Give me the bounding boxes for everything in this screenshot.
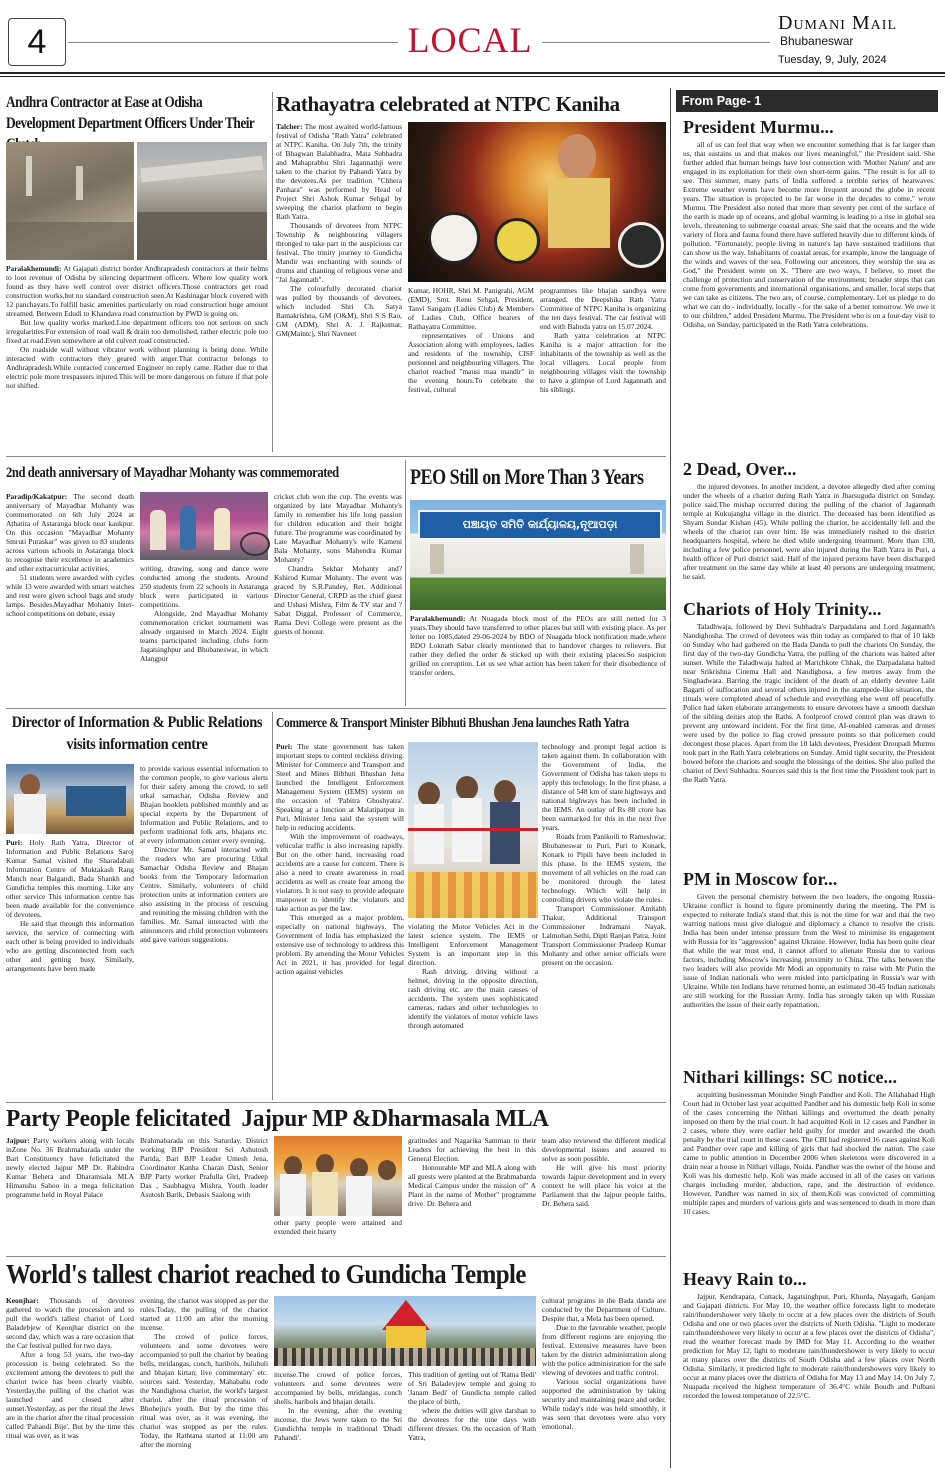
commerce-para-8: Transport Commissioner Amitabh Thakur, Additional Transport Commissioner Indramani Nayak, Lalmohan Sethi, Dipti Ranjan Patra, Joint Transport Commissioner Pradeep Kumar Mohanty and other senior officials were present on the occasion. — [542, 904, 666, 967]
peo-dateline: Paralakhemundi: — [410, 614, 466, 623]
issue-date: Tuesday, 9, July, 2024 — [778, 54, 887, 66]
peo-para-1: Paralakhemundi: At Nuagada block most of the PEOs are still netted for 3 years.They should have transferred to other places but still with existing place. As per letter no 1085,dated 29-06-2024 by BDO of Nuagada block notification made,where BDO Loknath Sabar clearly mentioned that to handover charges to relievers. But rather they defied the order & sticked up with their existing places.So suspicion grilled on corruption. Let us see what action has been taken for their disobedience of transfer orders. — [410, 614, 666, 677]
mayadhar-para-2: 51 students were awarded with cycles while 13 were awarded with smart watches and rest were given school bags and study lamps. Besides,Mayadhar Mohanty Inter-school competitions on debate, essay — [6, 573, 134, 618]
commerce-para-5: Rash driving, driving without a helmet, driving in the opposite direction, rash driving etc. are the main causes of accidents. The system uses sophisticated cameras, radars and other technologies to identify the violators of motor vehicle laws through automated — [408, 967, 538, 1030]
ntpc-dateline: Talcher: — [276, 122, 303, 131]
commerce-para-3: This emerged as a major problem, especially on national highways. The Government of India has emphasized the extensive use of technology to address this problem. By amending the Motor Vehicles Act in 2021, it has provided for legal action against vehicles — [276, 913, 404, 976]
director-dateline: Puri: — [6, 838, 23, 847]
mayadhar-para-5: cricket club won the cup. The events was organized by late Mayadhar Mohanty's family to remember his life long passion for children education and their bright future. The programme was coordinated by Late Mayadhar Mohanty's wife Kameni Bala Mohanty, sons Mahendra Kumar Mohanty? — [274, 492, 402, 564]
party-col-1 — [6, 1136, 134, 1254]
chariot-para-5: incense.The crowd of police forces, volunteers and some devotees were accompanied by bells, mridangas, conch shells, haribols and bhajan details. — [274, 1370, 402, 1406]
mayadhar-headline: 2nd death anniversary of Mayadhar Mohanty was commemorated — [6, 465, 339, 481]
party-para-3: other party people were attained and extended their hearty — [274, 1218, 402, 1236]
director-para-3: to provide various essential information to the common people, to give various alerts for their safety among the crowd, to sell utkal samachar, Odisha Review and Bhajan booklets published monthly and as special experts by the Department of Information and Public Relations, and to perform traditional folk arts, bhajans etc. at every information center every evening. — [140, 764, 268, 845]
chariot-para-9: cultural programs in the Bada danda are conducted by the Department of Culture. Despite that, a Mela has been opened. — [542, 1296, 666, 1323]
col-divider-commerce — [272, 712, 273, 1100]
ntpc-para-2: Thousands of devotees from NTPC Township & neighbouring villagers thronged to take part in the auspicious car festival. The trinity journey to Gundicha Mandir was enchanting with sounds of drums and chanting of religious verse and "Jai Jagannath". — [276, 221, 402, 284]
chariot-para-4: The crowd of police forces, volunteers and some devotees were accompanied to pull the chariot by beating bells, mridangas, conch, haribols, huluhuli and bhajan kirtan; live commentary' etc. sources said. Yesterday, Mahabahu rode the Nandighosa chariot, the world's largest chariot, after the ritual procession of Bhohejiu's youth. But by the time this ritual was over, as it was evening, the chariot was stopped as per the rules. Today, the Rathtana started at 11:00 am after the morning — [140, 1332, 268, 1449]
chariot-headline-box — [6, 1256, 666, 1292]
ntpc-col-1 — [276, 122, 402, 452]
mayadhar-col-2 — [140, 564, 268, 704]
nithari-headline: Nithari killings: SC notice... — [683, 1067, 898, 1087]
party-photo — [274, 1136, 402, 1216]
city-name: Bhubaneswar — [780, 34, 854, 48]
mayadhar-photo — [140, 492, 268, 560]
ntpc-photo — [408, 122, 666, 282]
page-number: 4 — [27, 23, 47, 61]
party-dateline: Jajpur: — [6, 1136, 30, 1145]
ntpc-col-3 — [540, 286, 666, 452]
commerce-col-2 — [408, 922, 538, 1100]
mayadhar-para-4: Alongside, 2nd Mayadhar Mohanty commemoration cricket tournament was already organised in March 2024. Eight teams participated including clubs form Jagatsinghpur and Bhubaneswar, in which Alangpur — [140, 609, 268, 663]
chariot-col-5 — [542, 1296, 666, 1472]
ntpc-para-3: The colourfully decorated chariot was pulled by thousands of devotees, which included Shri Ch. Satya Ramakrishna, GM (O&M), Shri S S Rao, GM (ADM), Shri A. J. Rajkumar, GM(Maintc), Shri Navneet — [276, 284, 402, 338]
commerce-para-4: violating the Motor Vehicles Act in the latest science system. The IEMS or Intelligent Enforcement Management System is an important step in this direction. — [408, 922, 538, 967]
masthead-bottom-rule — [0, 72, 945, 74]
paper-name: Dumani Mail — [778, 12, 897, 34]
director-headline: Director of Information & Public Relations visits information centre — [11, 714, 263, 753]
chariot-para-3: evening, the chariot was stopped as per the rules.Today, the pulling of the chariot started at 11:00 am after the morning incense. — [140, 1296, 268, 1332]
andhra-para-3: On roadside wall without vibrator work without planning is being done. While interacted with contractors they geared with anger.That contractor belongs to Andhrapradesh.While contacted concerned Engineer no reply came. Rather due to that electric pole more trespassers injured.This will be more dangerous on future if that pole not shifted. — [6, 345, 268, 390]
rule-row-4 — [6, 1102, 666, 1103]
moscow-body: Given the personal chemistry between the two leaders, the ongoing Russia-Ukraine conflict is bound to figure prominently during the meeting. The PM is expected to reiterate India's stand that this is not the time for war and that the two warring nations must give dialogue and diplomacy a chance to resolve the crisis. India has been under intense pressure from the West to minimise its engagement with Russia for its "aggression" against Ukraine. However, India has been quite clear that while the war must end, it cannot afford to alienate Russia due to various factors, including Moscow's increasing proximity to China. The talks between the two leaders will also provide Mr Modi an opportunity to raise with Mr Putin the issue of Indian nationals who were misled into participating in Russia's war with Ukraine. While ten Indians have returned home, an estimated 30-45 Indian nationals are still working for the Russian Army. India has strongly taken up with Russian authorities the issue of their early repatriation. — [683, 892, 935, 1009]
page-number-box — [8, 18, 66, 66]
director-headline-box — [6, 712, 268, 760]
sidebar-label-text: From Page- 1 — [682, 94, 762, 108]
commerce-headline-box — [276, 712, 666, 738]
rule-row-2 — [6, 456, 666, 457]
nithari-body: acquitting businessman Moninder Singh Pandher and Koli. The Allahabad High Court had in October last year acquitted Pandher and his domestic help Koli in some of the cases concerning the Nithari killings and overturned the death penalty imposed on them by the trial court. It had acquitted Koli in 12 cases and Pandher in 2 cases, where they were earlier held guilty for murder and awarded the death penalty by the trial court in these cases. The CBI had registered 16 cases against Koli and Pandher over rape and killing of girls that had shocked the nation. The case came to public attention in December 2006 when skeletons were discovered in a drain near a house in Nithari village, Noida. Pandher was the owner of the house and Koli was his domestic help. Koli was made accused in all of the cases on various charges including murder, abduction, rape, and the destruction of evidence. However, Pandher was named in six of them.Koli was convicted of committing multiple rapes and murders of various girls and was sentenced to death in more than 10 cases. — [683, 1090, 935, 1216]
peo-headline-box — [410, 462, 666, 494]
trinity-body: Taladhwaja, followed by Devi Subhadra's Darpadalana and Lord Jagannath's Nandighosha. The crowd of devotees was thin today as compared to that of 10 lakh on Sunday who had gathered on the Bada Danda to pull the chariots On Sunday, the first day of the two-day Gundicha Yatra, the pulling of the chariots was halted after sunset. While the Taladhwaja halted at Marichkote Chhak, the Darpadalana halted near Srikrishna Cinema Hall and Nandighosa, a few metres away from the Singhadwara. Barring the tragic incident of the death of an elderly devotee Lalit Bagarti of suffocation and several others injured in the stampede-like situation, the rituals were completed ahead of schedule and everything else went off peacefully. Police had taken elaborate arrangements to ensure devotees have a smooth darshan of the sibling deities atop the Raths. A foolproof crowd control plan was drawn to prevent any untoward incident. For the first time, AI-enabled cameras and drones were used by the police to flag crowd pressure points so that policemen could decongest those places. Apart from the 10 lakh devotees, President Droupadi Murmu took part in the Rath Yatra celebrations on Sunday. Amid tight security, the President bowed before the chariots and sought the blessings of the deities. She also pulled the chariot of Devi Subhadra. Sources said this is the first time the President took part in the Rath Yatra. — [683, 622, 935, 784]
ntpc-col-2 — [408, 286, 534, 452]
sidebar-label — [676, 90, 938, 112]
peo-sign-text: ପଞ୍ଚାୟତ ସମିତି କାର୍ଯ୍ୟାଳୟ,ନୂଆପଡ଼ା — [462, 518, 618, 531]
mayadhar-para-6: Chandra Sekhar Mohanty and? Kshirod Kumar Mohanty. The event was graced by S.R.Pandey, Ret. Additional Director General, CRPD as the chief guest and Ushasi Mishra, Film & TV star and ?Sabat Diggal, Professor of Commerce, Rama Devi College were present as the guests of honour. — [274, 564, 402, 636]
ntpc-headline: Rathayatra celebrated at NTPC Kaniha — [276, 92, 620, 116]
mayadhar-dateline: Paradip/Kakatpur: — [6, 492, 68, 501]
party-para-4: gratitudes and Nagarika Samman to their Leaders for achieving the best in this General Election. — [408, 1136, 536, 1163]
murmu-headline: President Murmu... — [683, 117, 834, 137]
peo-body — [410, 614, 666, 706]
andhra-dateline: Paralakhemundi: — [6, 264, 62, 273]
commerce-headline: Commerce & Transport Minister Bibhuti Bhushan Jena launches Rath Yatra — [276, 716, 629, 731]
andhra-body — [6, 264, 268, 450]
mayadhar-para-3: writing, drawing, song and dance were conducted among the students. Around 250 students from 22 schools in Astaranga block were participated in various competitions. — [140, 564, 268, 609]
andhra-para-1: Paralakhemundi: At Gajapati district border Andhrapradesh contractors at their helms to loot revenue of Odisha by silencing department officers. Where low quality work found as they have well control over district officers.Those contractors get road construction works,but no standard construction seen.At Kashinagar block covered with 12 panchayats.To fulfill basic amenities particularly on road construction huge amount streamed. Between Edudi to Khandava road construction by PWD is going on. — [6, 264, 268, 318]
chariot-para-6: In the evening, after the evening incense, the Jews were taken to the Sri Gundichha temple in traditional 'Dhadi Pahandi'. — [274, 1406, 402, 1442]
col-divider-peo — [405, 460, 406, 706]
party-para-2: Brahmabarada on this Saturday. District working BJP President Sri Ashutosh Parida, Bari BJP Leader Umesh Jena, Coordinator Kanha Charan Dash, Senior BJP Party worker Prafulla Giri, Pradeep Das , Saubhagya Mishra, Youth leader Asutosh Barik, Debasis Saalong with — [140, 1136, 268, 1199]
section-title: LOCAL — [407, 20, 533, 60]
party-col-5 — [542, 1136, 666, 1254]
murmu-body: all of us can feel that way when we encounter something that is far larger than us, that sustains us and that makes our lives meaningful," the President said. She further added that human beings have lost connection with 'Mother Nature' and are engaged in its exploitation for their own short-term gains. "The result is for all to see. This summer, many parts of India suffered a terrible series of heatwaves. Extreme weather events have become more frequent around the globe in recent years. The situation is projected to be far worse in the decades to come," wrote Murmu. The President also noted that more than seventy per cent of the surface of the earth is made up of oceans, and global warming is leading to a rise in global sea levels, threatening to submerge coastal areas. She said that the oceans and the wide variety of flora and fauna found there have suffered heavily due to different kinds of pollution. "Fortunately, people living in nature's lap have sustained traditions that can show us the way. Inhabitants of coastal areas, for example, know the language of the winds and waves of the sea. Following our ancestors, they worship the sea as God," the President wrote on X. "There are two ways, I believe, to meet the challenge of protection and conservation of the environment; broader steps that can come from governments and international organisations, and smaller, local steps that we can take as citizens. The two are, of course, complementary. Let us pledge to do what we can do - individually, locally - for the sake of a better tomorrow. We owe it to our children," added President Murmu. The President who is on a four-day visit to Odisha, on Sunday, participated in the Rath Yatra celebrations. — [683, 140, 935, 329]
commerce-col-3 — [542, 742, 666, 1100]
chariot-para-2: After a long 53 years, the two-day procession is being celebrated. So the excitement among the devotees to pull the chariot twice has been clearly visible. Yesterday,the pulling of the chariot was launched and closed after sunset.Yesterday, as per the ritual the Jews are in the chariot after the ritual procession called 'Pahandi Bije'. But by the time this ritual was over, as it was — [6, 1350, 134, 1440]
trinity-headline: Chariots of Holy Trinity... — [683, 599, 882, 619]
mayadhar-col-1 — [6, 492, 134, 704]
chariot-headline: World's tallest chariot reached to Gundicha Temple — [6, 1259, 526, 1289]
party-para-6: team also reviewed the different medical developmental issues and assured to solve as soon possible. — [542, 1136, 666, 1163]
commerce-para-6: technology and prompt legal action is taken against them. In collaboration with the Government of India, the Government of Odisha has taken steps to apply this technology. In the first phase, a distance of 548 km of state highways and national highways has been included in the IEMS. An outlay of Rs 88 crore has been earmarked for this in the next five years. — [542, 742, 666, 832]
chariot-dateline: Keonjhar: — [6, 1296, 39, 1305]
col-divider-andhra — [272, 92, 273, 452]
chariot-para-10: Due to the favorable weather, people from different regions are enjoying the festival. Extensive measures have been taken by the district administration along with the police administration for the safe viewing of devotees and traffic control. — [542, 1323, 666, 1377]
ntpc-para-1: Talcher: The most awaited world-famous festival of Odisha "Rath Yatra" celebrated at NTPC Kaniha. On July 7th, the trinity of Bhagwan Balabhadra, Mata Subhadra and Mahaprabhu Shri Jagannathji were taken to the chariot by Pahandi Yatra by the devotees.As per tradition "Chhera Panhara" was performed by Head of Project Shri Ashok Kumar Sehgal by sweeping the chariot platform to begin Rath Yatra. — [276, 122, 402, 221]
ntpc-para-6: programmes like bhajan sandhya were arranged. the Deepshika Rath Yatra Committee of NTPC Kaniha is organizing the ten days festival. The car festival will end with Bahuda yatra on 15.07.2024. — [540, 286, 666, 331]
commerce-para-7: Roads from Panikoili to Rameshwar, Bhubaneswar to Puri, Puri to Konark, Konark to Pipili have been included in this phase. In the IEMS system, the movement of all vehicles on the road can be monitored through the latest technology. Which will help in controlling drivers who violate the rules. — [542, 832, 666, 904]
party-col-2 — [140, 1136, 268, 1254]
andhra-headline: Andhra Contractor at Ease at Odisha Development Department Officers Under Their — [6, 94, 255, 132]
director-col-2 — [140, 764, 268, 1096]
commerce-photo — [408, 742, 538, 918]
chariot-para-8: where the deities will give darshan to the devotees for the nine days with different dresses. On the occasion of Rath Yatra, — [408, 1406, 536, 1442]
director-para-4: Director Mr. Samal interacted with the readers who are procuring Utkal Samachar Odisha Review and Bhajan books from the Temporary Information Centre. Similarly, volunteers of child protection units at information centers are also assisting in the process of rescuing and reuniting the missing children with the families. Mr. Samal interacted with the announcers and child protection volunteers and gave various suggestions. — [140, 845, 268, 944]
chariot-col-2 — [140, 1296, 268, 1472]
party-col-3 — [274, 1218, 402, 1254]
rain-headline: Heavy Rain to... — [683, 1269, 807, 1289]
masthead-rule-left — [68, 42, 398, 43]
ntpc-para-4: Kumar, HOHR, Shri M. Panigrahi, AGM (EMD), Smt. Renu Sehgal, President, Tanvi Sangam (Ladies Club) & Members of Ladies Club, Office bearers of Rathayatra Committee. — [408, 286, 534, 331]
andhra-photo-left — [6, 142, 134, 260]
andhra-photo-right — [137, 142, 267, 260]
mayadhar-para-1: Paradip/Kakatpur: The second death anniversary of Mayadhar Mohanty was commemorated on 6th July 2024 at Athatira of Astaranga block near kaukpur. On this occasion "Mayadhar Mohanty Smruti Puraskar" was given to 83 students across various schools in Astaranga block to recognise their excellence in academics and other extracurricular activities. — [6, 492, 134, 573]
rain-body: Jajpur, Kendrapara, Cuttack, Jagatsinghpur, Puri, Khurda, Nayagarh, Ganjam and Gajapati districts. For May 10, the weather office forecasts light to moderate rain/thundershower very likely to occur at a few places over the districts of South Odisha and one or two places over the districts of North Odisha. "Light to moderate rain/thundershower very likely to occur at a few places over the districts of Odisha", read the weather forecast made by IMD for May 11. According to the weather prediction for May 12, light to moderate rain/thundershower is very likely to occur at many places over the districts of South Odisha and a few places over North Odisha. Similarly, it predicted light to moderate rain/thundershowers very likely to occur at many places over the districts of Odisha for May 13 and May 14. On July 7, Nuapada received the highest temperature of 36.4°C while Boudh and Pulbani recorded the lowest temperature of 22.5°C. — [683, 1292, 935, 1400]
party-para-5: Honourable MP and MLA along with all guests were planted at the Brahmabarda Medical Campus under the mission of" A Plant in the name of Mother" programme drive. Dr. Behera and — [408, 1163, 536, 1208]
ntpc-para-5: representatives of Unions and Association along with employees, ladies and residents of the township, CISF personnel and neighbouring villagers. The chariot reached "mausi maa mandir" in the evening hours.To celebrate the festival, cultural — [408, 331, 534, 394]
sidebar-divider — [670, 88, 671, 1468]
dead-headline: 2 Dead, Over... — [683, 459, 797, 479]
ntpc-para-7: Rath yatra celebration at NTPC Kaniha is a major attraction for the inhabitants of the township as well as the local villagers. Local people from neighbouring villages visit the township to have a glimpse of Lord Jagannath and his siblings. — [540, 331, 666, 394]
director-col-1 — [6, 838, 134, 1096]
director-para-2: He said that through this information service, the service of connecting with each other is being provided to individuals who are getting disconnected from each other and getting busy. Similarly, arrangements have been made — [6, 919, 134, 973]
commerce-para-2: With the improvement of roadways, vehicular traffic is also increasing rapidly. But on the other hand, increasing road accidents are a cause for concern. There is also a need to create awareness in road accidents as well as create fear among the violators. It is not easy to provide adequate manpower to identify the violators and take action as per the law. — [276, 832, 404, 913]
peo-sign-board — [418, 510, 662, 540]
mayadhar-headline-box — [6, 460, 404, 488]
moscow-headline: PM in Moscow for... — [683, 869, 838, 889]
chariot-col-4 — [408, 1370, 536, 1472]
commerce-col-1 — [276, 742, 404, 1100]
party-col-4 — [408, 1136, 536, 1254]
masthead-bottom-rule-thin — [0, 76, 945, 77]
chariot-para-1: Keonjhar: Thousands of devotees gathered to watch the procession and to pull the world's tallest chariot of Lord Baladebjew of Keonjhar district on the second day, which was a rare occasion that the Car festival pulled for two days. — [6, 1296, 134, 1350]
party-headline: Party People felicitated Jajpur MP &Dharmasala MLA — [6, 1106, 549, 1132]
chariot-para-7: This tradition of getting out of 'Ratna Bedi' of Sri Baladevjew temple and going to 'Janam Bedi' of Gundicha temple called the place of birth, — [408, 1370, 536, 1406]
masthead-rule-right — [542, 42, 770, 43]
mayadhar-col-3 — [274, 492, 402, 704]
director-photo — [6, 764, 134, 834]
commerce-para-1: Puri: The state government has taken important steps to control reckless driving. Minister for Commerce and Transport and Steel and Mines Bibhuti Bhushan Jena launched the Intelligent Enforcement Management System (IEMS) system on the occasion of 'Pabitra Ghoshyatra'. Speaking at a function at Malatipatpur in Puri, Minister Jena said the system will help in reducing accidents. — [276, 742, 404, 832]
peo-photo — [410, 500, 666, 610]
rule-row-3 — [6, 708, 666, 709]
director-para-1: Puri: Holy Rath Yatra, Director of Information and Public Relations Saroj Kumar Samal visited the Sharadabali Information Centre of Muktakash Rang Manch near Balgandi, Bada Shankh and Gundicha temples this morning. Like any other service This information centre has been made available for the convenience of devotees. — [6, 838, 134, 919]
party-para-7: He will give his most priority towards Jajpur development and in every context he will place his voice at the Parliament that the Jajpur people faiths, Dr. Behera said. — [542, 1163, 666, 1208]
chariot-col-1 — [6, 1296, 134, 1472]
chariot-col-3 — [274, 1370, 402, 1472]
commerce-dateline: Puri: — [276, 742, 293, 751]
peo-headline: PEO Still on More Than 3 Years — [410, 464, 644, 489]
chariot-photo — [274, 1296, 536, 1366]
andhra-headline-box — [6, 92, 268, 140]
andhra-para-2: But low quality works marked.Line department officers too not serious on such irregularities.For extension of road wall & drain too demolished, rather electric pole too fixed at road.Even somewhere at old culvert road constructed. — [6, 318, 268, 345]
chariot-para-11: Various social organizations have supported the administration by taking security and maintaining peace and order. While today's ride was held smoothly, it was seen that devotees were also very emotional. — [542, 1377, 666, 1431]
party-para-1: Jajpur: Party workers along with locals inZone No. 36 Brahmabarada under the Bari Constituency have felicitated the newly elected Jajpur MP Dr. Rabindra Kumar Behera and Dharamsala MLA Himanshu Sahoo in a mega felicitation programme held in Royal Palace — [6, 1136, 134, 1199]
dead-body: the injured devotees. In another incident, a devotee allegedly died after coming under the wheels of a chariot during Rath Yatra in Jharsuguda district on Sunday, police said.The mishap occurred during the pulling of the chariot of Jagannath temple at Kukujangha village in the district. The deceased has been identified as Shyam Sundar Kishan (45). While pulling the chariot, he accidentally fell and the wheels of the chariot ran over him. He was immediately rushed to the district headquarters hospital, where he died while undergoing treatment. More than 130, including a few police personnel, were also injured during the Rath Yatra in Puri, a health officer of Puri district said. Half of the injured persons have been discharged after treatment on the same day while at least 40 persons are undergoing treatment, he said. — [683, 482, 935, 581]
party-headline-box — [6, 1104, 666, 1134]
